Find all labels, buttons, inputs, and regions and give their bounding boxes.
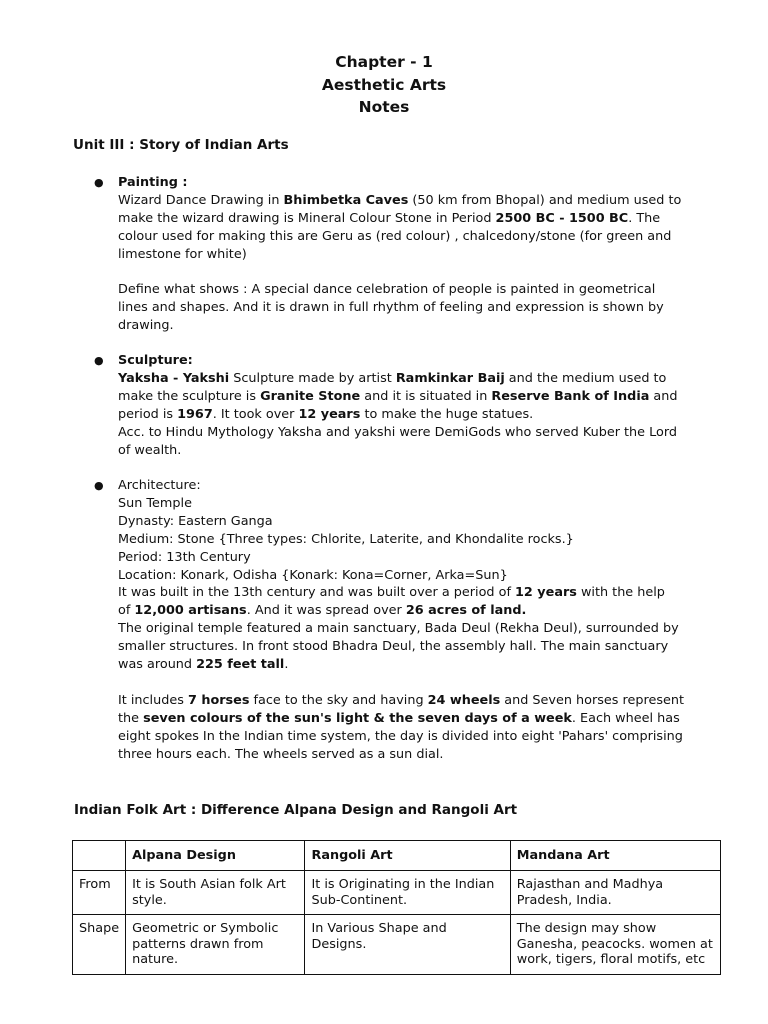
table-cell: It is South Asian folk Art style. [126,871,305,915]
architecture-line: It includes 7 horses face to the sky and having 24 wheels and Seven horses represent [118,692,685,708]
table-header-cell: Mandana Art [510,841,720,871]
table-cell: It is Originating in the Indian Sub-Continent. [305,871,510,915]
painting-line: lines and shapes. And it is drawn in full rhythm of feeling and expression is shown by [118,300,664,316]
comparison-table [72,840,721,975]
table-header-cell: Rangoli Art [305,841,510,871]
architecture-line: It was built in the 13th century and was built over a period of 12 years with the help [118,585,665,601]
bullet-icon: ● [94,479,104,492]
sculpture-line: Yaksha - Yakshi Sculpture made by artist Ramkinkar Baij and the medium used to [118,370,667,386]
subject-title: Aesthetic Arts [321,75,447,94]
table-row-label: From [73,871,126,915]
painting-label: Painting : [118,175,188,190]
painting-line: limestone for white) [118,246,247,262]
table-header-cell: Alpana Design [126,841,305,871]
architecture-line: the seven colours of the sun's light & the seven days of a week. Each wheel has [118,710,680,726]
sculpture-line: period is 1967. It took over 12 years to make the huge statues. [118,406,534,422]
table-row [73,915,721,975]
architecture-line: eight spokes In the Indian time system, the day is divided into eight 'Pahars' comprising [118,728,683,744]
table-cell: Rajasthan and Madhya Pradesh, India. [510,871,720,915]
table-header-cell [73,841,126,871]
architecture-fact: Period: 13th Century [118,549,251,565]
architecture-fact: Dynasty: Eastern Ganga [118,513,273,529]
architecture-label: Architecture: [118,478,201,493]
architecture-fact: Medium: Stone {Three types: Chlorite, Laterite, and Khondalite rocks.} [118,531,574,547]
table-header-row [73,841,721,871]
table-cell: Geometric or Symbolic patterns drawn from nature. [126,915,305,975]
bullet-icon: ● [94,176,104,189]
folk-art-heading: Indian Folk Art : Difference Alpana Design and Rangoli Art [74,802,518,818]
architecture-section [94,477,688,763]
painting-line: colour used for making this are Geru as (red colour) , chalcedony/stone (for green and [118,228,672,244]
painting-line: drawing. [118,318,174,334]
sculpture-line: make the sculpture is Granite Stone and it is situated in Reserve Bank of India and [118,388,678,404]
painting-line: Define what shows : A special dance celebration of people is painted in geometrical [118,282,656,298]
chapter-title: Chapter - 1 [335,53,433,71]
unit-heading: Unit III : Story of Indian Arts [73,137,289,153]
architecture-line: was around 225 feet tall. [118,657,289,673]
architecture-fact: Sun Temple [118,495,192,511]
table-row [73,871,721,915]
sculpture-line: of wealth. [118,442,182,458]
architecture-line: smaller structures. In front stood Bhadra Deul, the assembly hall. The main sanctuary [118,639,669,655]
architecture-line: of 12,000 artisans. And it was spread over 26 acres of land. [118,603,527,619]
table-row-label: Shape [73,915,126,975]
table-cell: The design may show Ganesha, peacocks. women at work, tigers, floral motifs, etc [510,915,720,975]
painting-line: make the wizard drawing is Mineral Colour Stone in Period 2500 BC - 1500 BC. The [118,210,661,226]
sculpture-line: Acc. to Hindu Mythology Yaksha and yakshi were DemiGods who served Kuber the Lord [118,424,678,440]
sculpture-label: Sculpture: [118,353,193,368]
document-title [0,51,768,119]
painting-line: Wizard Dance Drawing in Bhimbetka Caves (50 km from Bhopal) and medium used to [118,192,682,208]
painting-section [94,174,688,335]
sculpture-section [94,352,688,459]
architecture-line: three hours each. The wheels served as a sun dial. [118,746,444,762]
architecture-line: The original temple featured a main sanctuary, Bada Deul (Rekha Deul), surrounded by [118,621,679,637]
bullet-icon: ● [94,354,104,367]
architecture-fact: Location: Konark, Odisha {Konark: Kona=Corner, Arka=Sun} [118,567,508,583]
notes-title: Notes [358,98,410,116]
table-cell: In Various Shape and Designs. [305,915,510,975]
